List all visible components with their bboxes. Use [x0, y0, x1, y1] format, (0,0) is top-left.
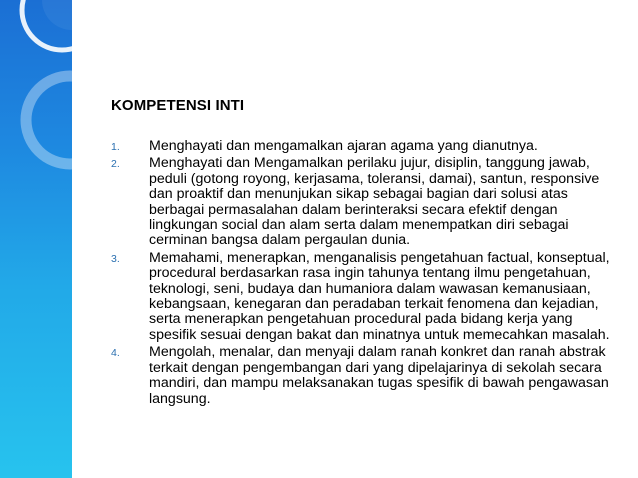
list-item-text: Mengolah, menalar, dan menyaji dalam ranah konkret dan ranah abstrak terkait dengan pengembangan dari yang dipelajarinya di sekolah secara mandiri, dan mampu melaksanakan tugas spesifik di bawah pengawasan langsung.	[149, 344, 609, 407]
list-item	[111, 345, 619, 407]
list-item-number: 3.	[111, 252, 120, 265]
list-item-text: Memahami, menerapkan, menganalisis pengetahuan factual, konseptual, procedural berdasarkan rasa ingin tahunya tentang ilmu pengetahuan, teknologi, seni, budaya dan humaniora dalam wawasan kemanusiaan, kebangsaan, kenegaran dan peradaban terkait fenomena dan kejadian, serta menerapkan pengetahuan procedural pada bidang kerja yang spesifik sesuai dengan bakat dan minatnya untuk memecahkan masalah.	[149, 249, 610, 343]
slide-heading: KOMPETENSI INTI	[111, 97, 245, 114]
list-item-number: 2.	[111, 158, 120, 171]
list-item	[111, 251, 619, 343]
slide-content	[111, 97, 619, 409]
decorative-rings-icon	[0, 0, 120, 478]
list-item	[111, 156, 619, 248]
decorative-side-band	[0, 0, 72, 478]
list-item-text: Menghayati dan mengamalkan ajaran agama yang dianutnya.	[149, 138, 538, 154]
list-item-number: 1.	[111, 141, 120, 153]
competency-list	[111, 139, 619, 407]
list-item-text: Menghayati dan Mengamalkan perilaku jujur, disiplin, tanggung jawab, peduli (gotong royong, kerjasama, toleransi, damai), santun, responsive dan proaktif dan menunjukan sikap sebagai bagian dari solusi atas berbagai permasalahan dalam berinteraksi secara efektif dengan lingkungan social dan alam serta dalam menempatkan diri sebagai cerminan bangsa dalam pergaulan dunia.	[149, 155, 600, 249]
list-item	[111, 139, 619, 154]
list-item-number: 4.	[111, 347, 120, 360]
